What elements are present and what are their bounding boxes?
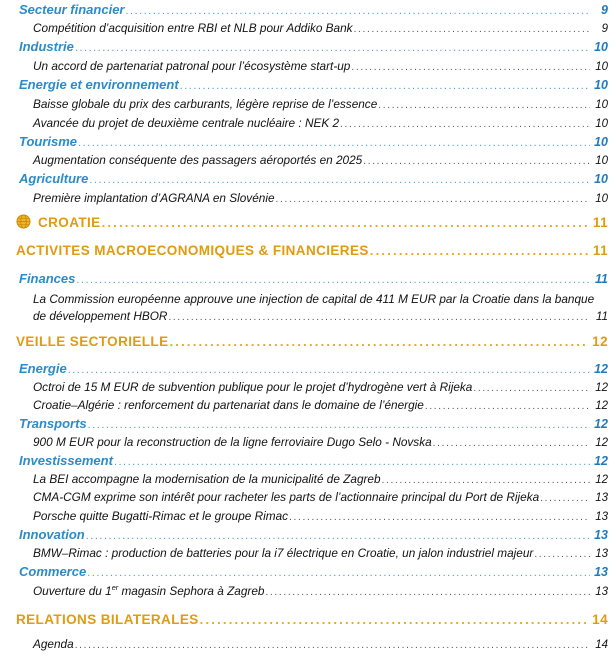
toc-entry-level3[interactable]	[0, 116, 616, 130]
toc-entry-level3[interactable]	[0, 546, 616, 560]
dot-leader	[433, 438, 590, 450]
dot-leader	[78, 137, 590, 150]
dot-leader	[378, 100, 590, 112]
toc-entry-level3[interactable]	[0, 97, 616, 111]
toc-entry-level3[interactable]	[0, 380, 616, 394]
toc-entry-level2[interactable]	[0, 39, 616, 54]
toc-entry-level2[interactable]	[0, 271, 616, 286]
toc-entry-level3[interactable]	[0, 290, 616, 323]
toc-entry-level2[interactable]	[0, 564, 616, 579]
toc-entry-level3[interactable]	[0, 637, 616, 651]
page-number: 9	[601, 23, 608, 35]
toc-entry-label: 900 M EUR pour la reconstruction de la ligne ferroviaire Dugo Selo - Novska	[33, 435, 432, 449]
toc-entry-label-continued: de développement HBOR	[33, 309, 168, 323]
dot-leader	[75, 42, 590, 55]
page-number: 13	[595, 585, 608, 598]
dot-leader	[354, 24, 590, 36]
globe-icon	[16, 214, 31, 229]
dot-leader	[265, 586, 590, 598]
page-number: 12	[592, 334, 608, 349]
toc-entry-label: Finances	[19, 271, 76, 286]
toc-entry-label: La BEI accompagne la modernisation de la municipalité de Zagreb	[33, 472, 381, 486]
page-number: 9	[601, 3, 608, 17]
dot-leader	[382, 475, 590, 487]
toc-entry-label: Agenda	[33, 637, 74, 651]
page-number: 10	[594, 135, 608, 149]
toc-entry-label: Première implantation d’AGRANA en Slovénie	[33, 191, 275, 205]
page-number: 13	[594, 528, 608, 542]
page-number: 10	[594, 172, 608, 186]
dot-leader	[102, 217, 588, 231]
dot-leader	[76, 274, 590, 287]
toc-entry-level1[interactable]	[0, 612, 616, 627]
page-number: 13	[595, 511, 608, 523]
dot-leader	[168, 312, 590, 324]
toc-entry-label: Baisse globale du prix des carburants, légère reprise de l’essence	[33, 97, 378, 111]
page-number: 11	[592, 215, 608, 230]
page-number: 14	[595, 639, 608, 651]
dot-leader	[86, 530, 590, 543]
page-number: 10	[595, 155, 608, 167]
page-number: 10	[595, 193, 608, 205]
page-number: 12	[594, 417, 608, 431]
toc-entry-level2[interactable]	[0, 416, 616, 431]
toc-entry-level2[interactable]	[0, 77, 616, 92]
toc-entry-label: Un accord de partenariat patronal pour l’écosystème start-up	[33, 59, 351, 73]
dot-leader	[88, 419, 590, 432]
toc-entry-level3[interactable]	[0, 59, 616, 73]
toc-entry-level3[interactable]	[0, 490, 616, 504]
page-number: 10	[595, 99, 608, 111]
toc-entry-level3[interactable]	[0, 583, 616, 598]
dot-leader	[351, 62, 590, 74]
toc-entry-label: La Commission européenne approuve une injection de capital de 411 M EUR par la Croatie dans la banque	[33, 292, 595, 306]
dot-leader	[340, 119, 590, 131]
dot-leader	[540, 493, 590, 505]
ordinal-superscript: er	[111, 583, 119, 592]
toc-entry-label: CMA-CGM exprime son intérêt pour racheter les parts de l’actionnaire principal du Port de Rijeka	[33, 490, 540, 504]
toc-entry-label: Compétition d’acquisition entre RBI et NLB pour Addiko Bank	[33, 21, 353, 35]
toc-entry-label: Agriculture	[19, 171, 89, 186]
toc-entry-label: Secteur financier	[19, 2, 125, 17]
toc-entry-label: RELATIONS BILATERALES	[16, 612, 199, 627]
toc-entry-level1[interactable]	[0, 243, 616, 258]
dot-leader	[75, 640, 590, 652]
toc-entry-label: Ouverture du 1er magasin Sephora à Zagreb	[33, 583, 265, 598]
toc-entry-label: Augmentation conséquente des passagers aéroportés en 2025	[33, 153, 363, 167]
dot-leader	[180, 80, 590, 93]
toc-entry-level3[interactable]	[0, 191, 616, 205]
toc-entry-label: Energie et environnement	[19, 77, 179, 92]
toc-entry-label: BMW–Rimac : production de batteries pour la i7 électrique en Croatie, un jalon industriel majeur	[33, 546, 534, 560]
page-number: 10	[594, 40, 608, 54]
toc-entry-level2[interactable]	[0, 134, 616, 149]
toc-entry-level1[interactable]	[0, 212, 616, 230]
dot-leader	[169, 336, 588, 350]
toc-entry-label: Octroi de 15 M EUR de subvention publique pour le projet d’hydrogène vert à Rijeka	[33, 380, 473, 394]
toc-entry-level2[interactable]	[0, 361, 616, 376]
dot-leader	[473, 383, 590, 395]
dot-leader	[87, 567, 590, 580]
toc-entry-label: Commerce	[19, 564, 87, 579]
dot-leader	[363, 156, 590, 168]
dot-leader	[68, 364, 590, 377]
dot-leader	[370, 245, 588, 259]
page-number: 10	[594, 78, 608, 92]
toc-entry-label: Transports	[19, 416, 87, 431]
toc-entry-level2[interactable]	[0, 171, 616, 186]
toc-entry-label: Investissement	[19, 453, 113, 468]
toc-entry-level2[interactable]	[0, 2, 616, 17]
toc-entry-level2[interactable]	[0, 453, 616, 468]
toc-entry-level3[interactable]	[0, 21, 616, 35]
toc-entry-label: Avancée du projet de deuxième centrale nucléaire : NEK 2	[33, 116, 340, 130]
toc-entry-label: Energie	[19, 361, 67, 376]
toc-entry-level3[interactable]	[0, 398, 616, 412]
page-number: 12	[595, 382, 608, 394]
page-number: 12	[594, 362, 608, 376]
page-number: 14	[592, 612, 608, 627]
page-number: 12	[594, 454, 608, 468]
page-number: 13	[595, 548, 608, 560]
toc-entry-label: Innovation	[19, 527, 85, 542]
page-number: 13	[595, 492, 608, 504]
dot-leader	[289, 512, 590, 524]
page-number: 11	[595, 272, 608, 286]
page-number: 11	[596, 311, 608, 323]
toc-entry-level3[interactable]	[0, 153, 616, 167]
toc-entry-label: VEILLE SECTORIELLE	[16, 334, 169, 349]
page-number: 11	[592, 243, 608, 258]
dot-leader	[126, 5, 591, 18]
dot-leader	[425, 401, 590, 413]
dot-leader	[89, 174, 590, 187]
toc-entry-level1[interactable]	[0, 334, 616, 349]
toc-entry-label: Tourisme	[19, 134, 78, 149]
page-number: 12	[595, 474, 608, 486]
dot-leader	[534, 549, 590, 561]
toc-entry-label: Croatie–Algérie : renforcement du partenariat dans le domaine de l’énergie	[33, 398, 424, 412]
page-number: 12	[595, 400, 608, 412]
dot-leader	[276, 194, 590, 206]
dot-leader	[114, 456, 590, 469]
toc-entry-level3[interactable]	[0, 509, 616, 523]
toc-entry-label: CROATIE	[38, 215, 101, 230]
page-number: 12	[595, 437, 608, 449]
toc-entry-label: Industrie	[19, 39, 74, 54]
toc-entry-level3[interactable]	[0, 435, 616, 449]
toc-entry-label: ACTIVITES MACROECONOMIQUES & FINANCIERES	[16, 243, 369, 258]
page-number: 13	[594, 565, 608, 579]
page-number: 10	[595, 118, 608, 130]
dot-leader	[200, 614, 588, 628]
toc-entry-label: Porsche quitte Bugatti-Rimac et le groupe Rimac	[33, 509, 289, 523]
toc-entry-level3[interactable]	[0, 472, 616, 486]
toc-entry-level2[interactable]	[0, 527, 616, 542]
page-number: 10	[595, 61, 608, 73]
